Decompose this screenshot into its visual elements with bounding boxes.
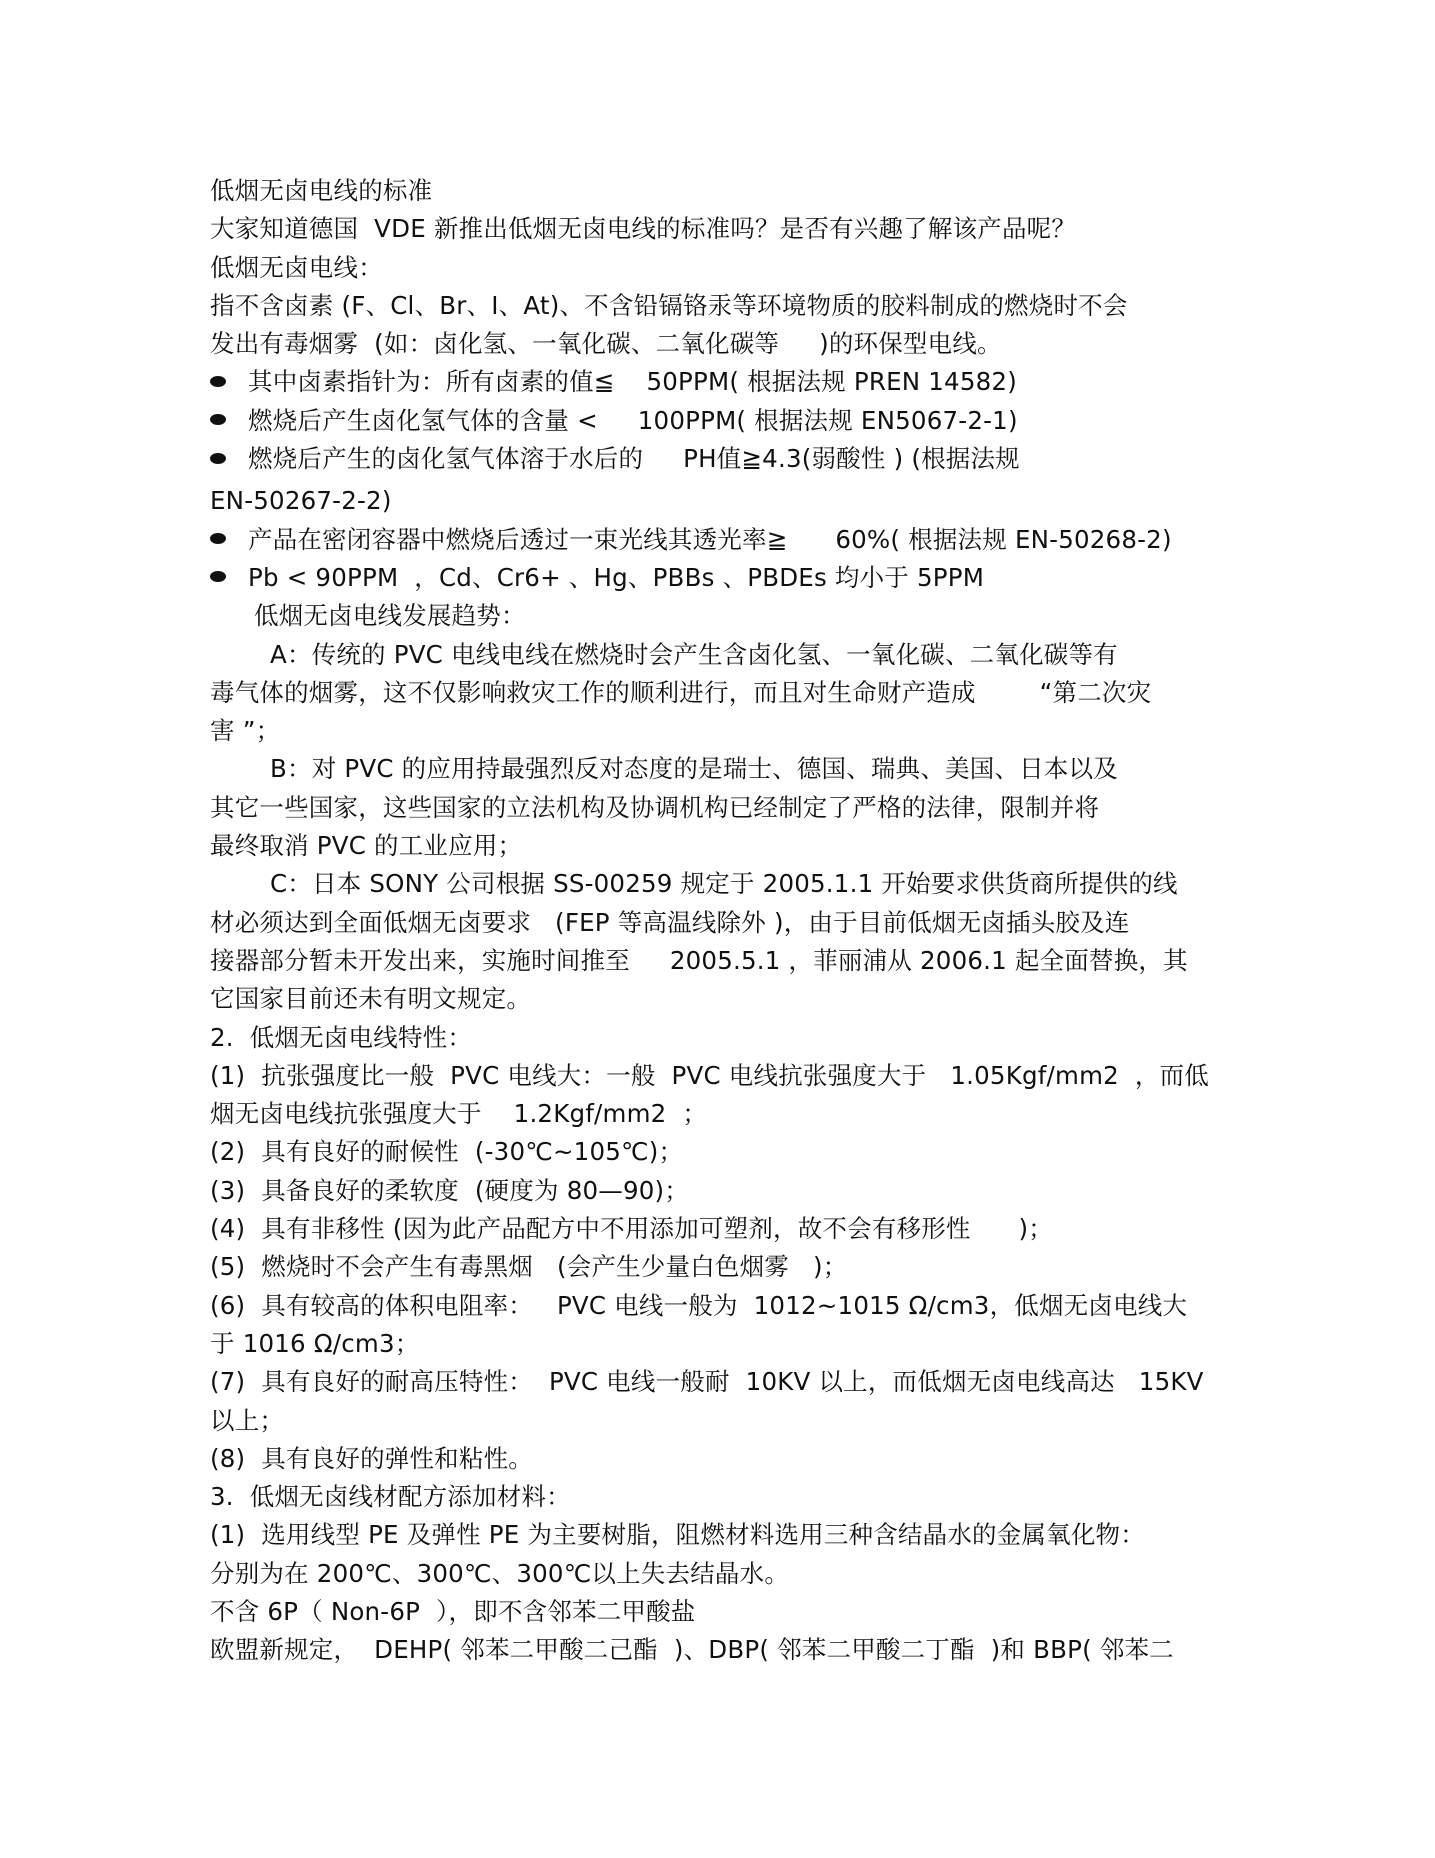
property-line: (7) 具有良好的耐高压特性： PVC 电线一般耐 10KV 以上，而低烟无卤电线高达 15KV <box>210 1367 1204 1397</box>
bullet-item: Pb < 90PPM ，Cd、Cr6+ 、Hg、PBBs 、PBDEs 均小于 5PPM <box>210 559 1225 597</box>
trend-c-line: 接器部分暂未开发出来，实施时间推至 2005.5.1 ，菲丽浦从 2006.1 起全面替换，其 <box>210 945 1188 975</box>
bullet-dot-icon <box>210 533 226 544</box>
bullet-continuation: EN-50267-2-2) <box>210 486 392 516</box>
paragraph-line: 指不含卤素 (F、Cl、Br、I、At)、不含铅镉铬汞等环境物质的胶料制成的燃烧时不会 <box>210 290 1128 320</box>
material-line: (1) 选用线型 PE 及弹性 PE 为主要树脂，阻燃材料选用三种含结晶水的金属氧化物： <box>210 1520 1145 1550</box>
bullet-item: 燃烧后产生的卤化氢气体溶于水后的 PH值≧4.3(弱酸性 ) (根据法规 <box>210 440 1225 478</box>
section-heading-properties: 2. 低烟无卤电线特性： <box>210 1022 473 1052</box>
property-line: (3) 具备良好的柔软度 (硬度为 80—90)； <box>210 1175 690 1205</box>
property-line: 烟无卤电线抗张强度大于 1.2Kgf/mm2 ； <box>210 1099 708 1129</box>
property-line: 以上； <box>210 1405 285 1435</box>
trend-b-line: 其它一些国家，这些国家的立法机构及协调机构已经制定了严格的法律，限制并将 <box>210 792 1100 822</box>
material-line: 不含 6P（ Non-6P ），即不含邻苯二甲酸盐 <box>210 1596 696 1626</box>
paragraph-line: 低烟无卤电线： <box>210 252 383 282</box>
document-title: 低烟无卤电线的标准 <box>210 176 433 205</box>
property-line: 于 1016 Ω/cm3； <box>210 1328 420 1358</box>
section-heading-trend: 低烟无卤电线发展趋势： <box>254 601 526 631</box>
property-line: (2) 具有良好的耐候性 (-30℃~105℃)； <box>210 1137 684 1167</box>
bullet-dot-icon <box>210 376 226 387</box>
bullet-dot-icon <box>210 453 226 464</box>
bullet-item: 产品在密闭容器中燃烧后透过一束光线其透光率≧ 60%( 根据法规 EN-50268-2) <box>210 521 1225 559</box>
document-page <box>210 172 1225 1670</box>
section-heading-materials: 3. 低烟无卤线材配方添加材料： <box>210 1482 571 1512</box>
paragraph-line: 发出有毒烟雾 (如：卤化氢、一氧化碳、二氧化碳等 )的环保型电线。 <box>210 329 1002 359</box>
trend-a-line: 害 ”； <box>210 716 281 746</box>
material-line: 欧盟新规定， DEHP( 邻苯二甲酸二己酯 )、DBP( 邻苯二甲酸二丁酯 )和 BBP( 邻苯二 <box>210 1635 1174 1665</box>
trend-c-line: C：日本 SONY 公司根据 SS-00259 规定于 2005.1.1 开始要求供货商所提供的线 <box>270 869 1178 899</box>
trend-b-line: B：对 PVC 的应用持最强烈反对态度的是瑞士、德国、瑞典、美国、日本以及 <box>270 754 1118 784</box>
bullet-item: 其中卤素指针为：所有卤素的值≦ 50PPM( 根据法规 PREN 14582) <box>210 363 1225 401</box>
paragraph-line: 大家知道德国 VDE 新推出低烟无卤电线的标准吗？是否有兴趣了解该产品呢？ <box>210 214 1077 244</box>
material-line: 分别为在 200℃、300℃、300℃以上失去结晶水。 <box>210 1558 790 1588</box>
trend-a-line: 毒气体的烟雾，这不仅影响救灾工作的顺利进行，而且对生命财产造成 “第二次灾 <box>210 677 1152 707</box>
bullet-item: 燃烧后产生卤化氢气体的含量 < 100PPM( 根据法规 EN5067-2-1) <box>210 402 1225 440</box>
property-line: (4) 具有非移性 (因为此产品配方中不用添加可塑剂，故不会有移形性 )； <box>210 1214 1054 1244</box>
trend-c-line: 材必须达到全面低烟无卤要求 (FEP 等高温线除外 )，由于目前低烟无卤插头胶及连 <box>210 907 1130 937</box>
bullet-dot-icon <box>210 414 226 425</box>
trend-a-line: A：传统的 PVC 电线电线在燃烧时会产生含卤化氢、一氧化碳、二氧化碳等有 <box>270 639 1118 669</box>
property-line: (5) 燃烧时不会产生有毒黑烟 (会产生少量白色烟雾 )； <box>210 1252 848 1282</box>
bullet-dot-icon <box>210 571 226 582</box>
trend-b-line: 最终取消 PVC 的工业应用； <box>210 831 523 861</box>
property-line: (1) 抗张强度比一般 PVC 电线大：一般 PVC 电线抗张强度大于 1.05Kgf/mm2 ，而低 <box>210 1060 1209 1090</box>
property-line: (6) 具有较高的体积电阻率： PVC 电线一般为 1012~1015 Ω/cm3，低烟无卤电线大 <box>210 1290 1188 1320</box>
property-line: (8) 具有良好的弹性和粘性。 <box>210 1443 533 1473</box>
trend-c-line: 它国家目前还未有明文规定。 <box>210 984 532 1014</box>
